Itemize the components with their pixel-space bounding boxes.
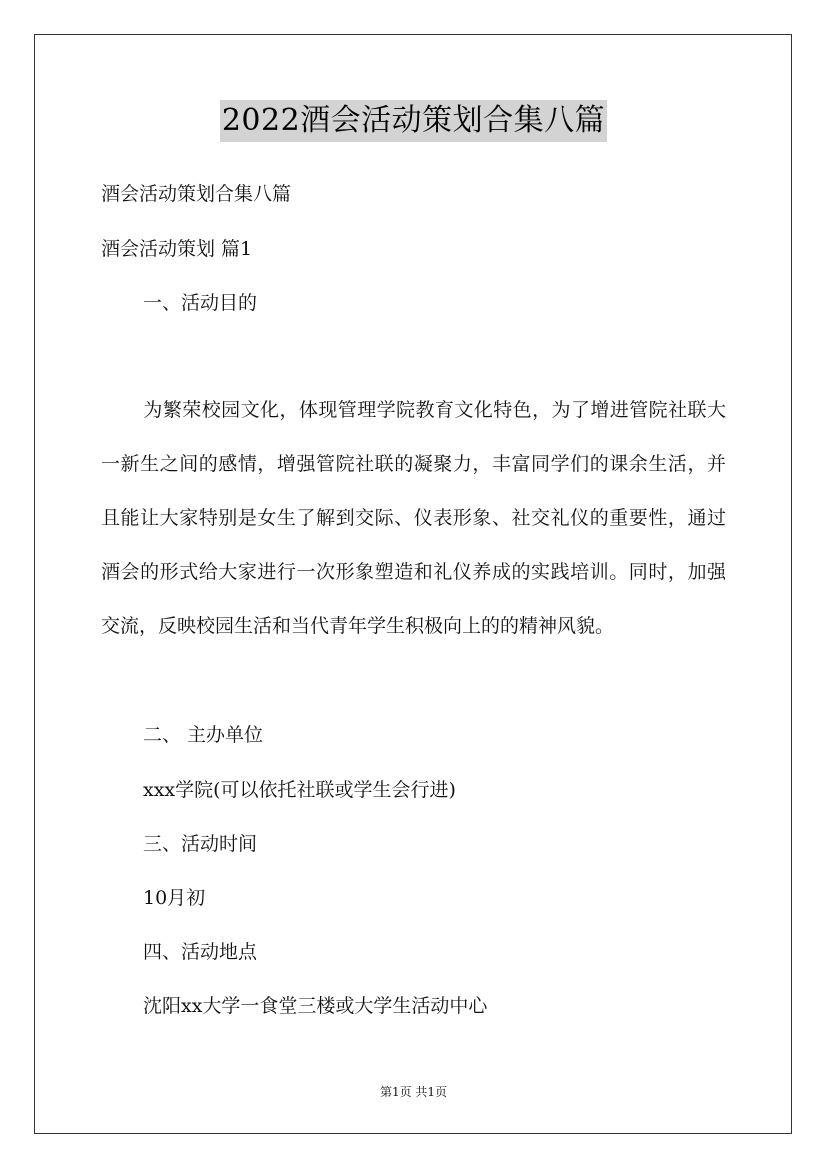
item2-heading: 二、 主办单位 <box>143 724 264 746</box>
section-heading: 酒会活动策划 篇1 <box>101 238 253 260</box>
item3-content: 10月初 <box>143 887 206 909</box>
item4-heading: 四、活动地点 <box>143 941 258 963</box>
title-container <box>0 100 827 142</box>
document-title: 2022酒会活动策划合集八篇 <box>220 100 607 142</box>
body-paragraph-text: 为繁荣校园文化，体现管理学院教育文化特色，为了增进管院社联大一新生之间的感情，增强管院社联的凝聚力，丰富同学们的课余生活，并且能让大家特别是女生了解到交际、仪表形象、社交礼仪的重要性，通过酒会的形式给大家进行一次形象塑造和礼仪养成的实践培训。同时，加强交流，反映校园生活和当代青年学生积极向上的的精神风貌。 <box>101 399 726 637</box>
item3-heading: 三、活动时间 <box>143 833 258 855</box>
page-footer: 第1页 共1页 <box>379 1085 448 1099</box>
document-subtitle: 酒会活动策划合集八篇 <box>101 183 292 205</box>
body-paragraph <box>101 383 726 653</box>
item1-heading: 一、活动目的 <box>143 292 258 314</box>
item2-content: xxx学院(可以依托社联或学生会行进) <box>143 779 456 801</box>
item4-content: 沈阳xx大学一食堂三楼或大学生活动中心 <box>143 995 488 1017</box>
